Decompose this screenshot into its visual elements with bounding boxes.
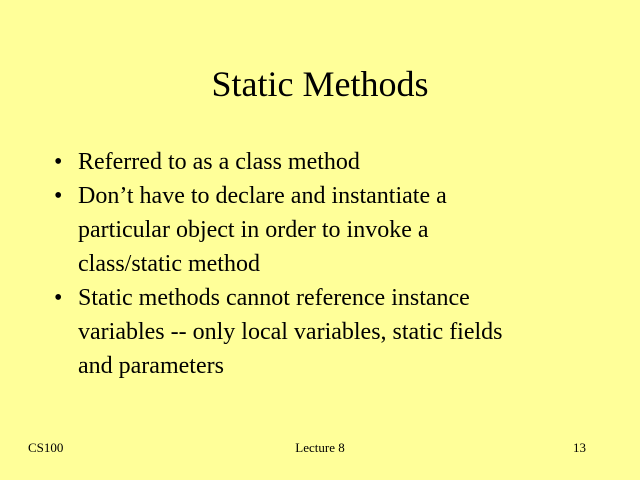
bullet-item	[54, 145, 614, 179]
footer-page-number: 13	[573, 440, 586, 455]
bullet-item	[54, 179, 614, 281]
bullet-line: Referred to as a class method	[78, 149, 360, 175]
bullet-line: Static methods cannot reference instance	[78, 285, 470, 311]
bullet-item	[54, 281, 614, 383]
slide-title: Static Methods	[211, 64, 429, 104]
footer-course: CS100	[28, 440, 64, 455]
bullet-line: Don’t have to declare and instantiate a	[78, 183, 447, 209]
bullet-marker: •	[54, 285, 63, 311]
bullet-marker: •	[54, 149, 63, 175]
bullet-line: and parameters	[78, 353, 224, 379]
bullet-line: class/static method	[78, 251, 260, 277]
bullet-line: variables -- only local variables, static fields	[78, 319, 503, 345]
bullet-marker: •	[54, 183, 63, 209]
bullet-list	[54, 145, 614, 383]
bullet-line: particular object in order to invoke a	[78, 217, 429, 243]
footer-lecture: Lecture 8	[295, 440, 345, 455]
